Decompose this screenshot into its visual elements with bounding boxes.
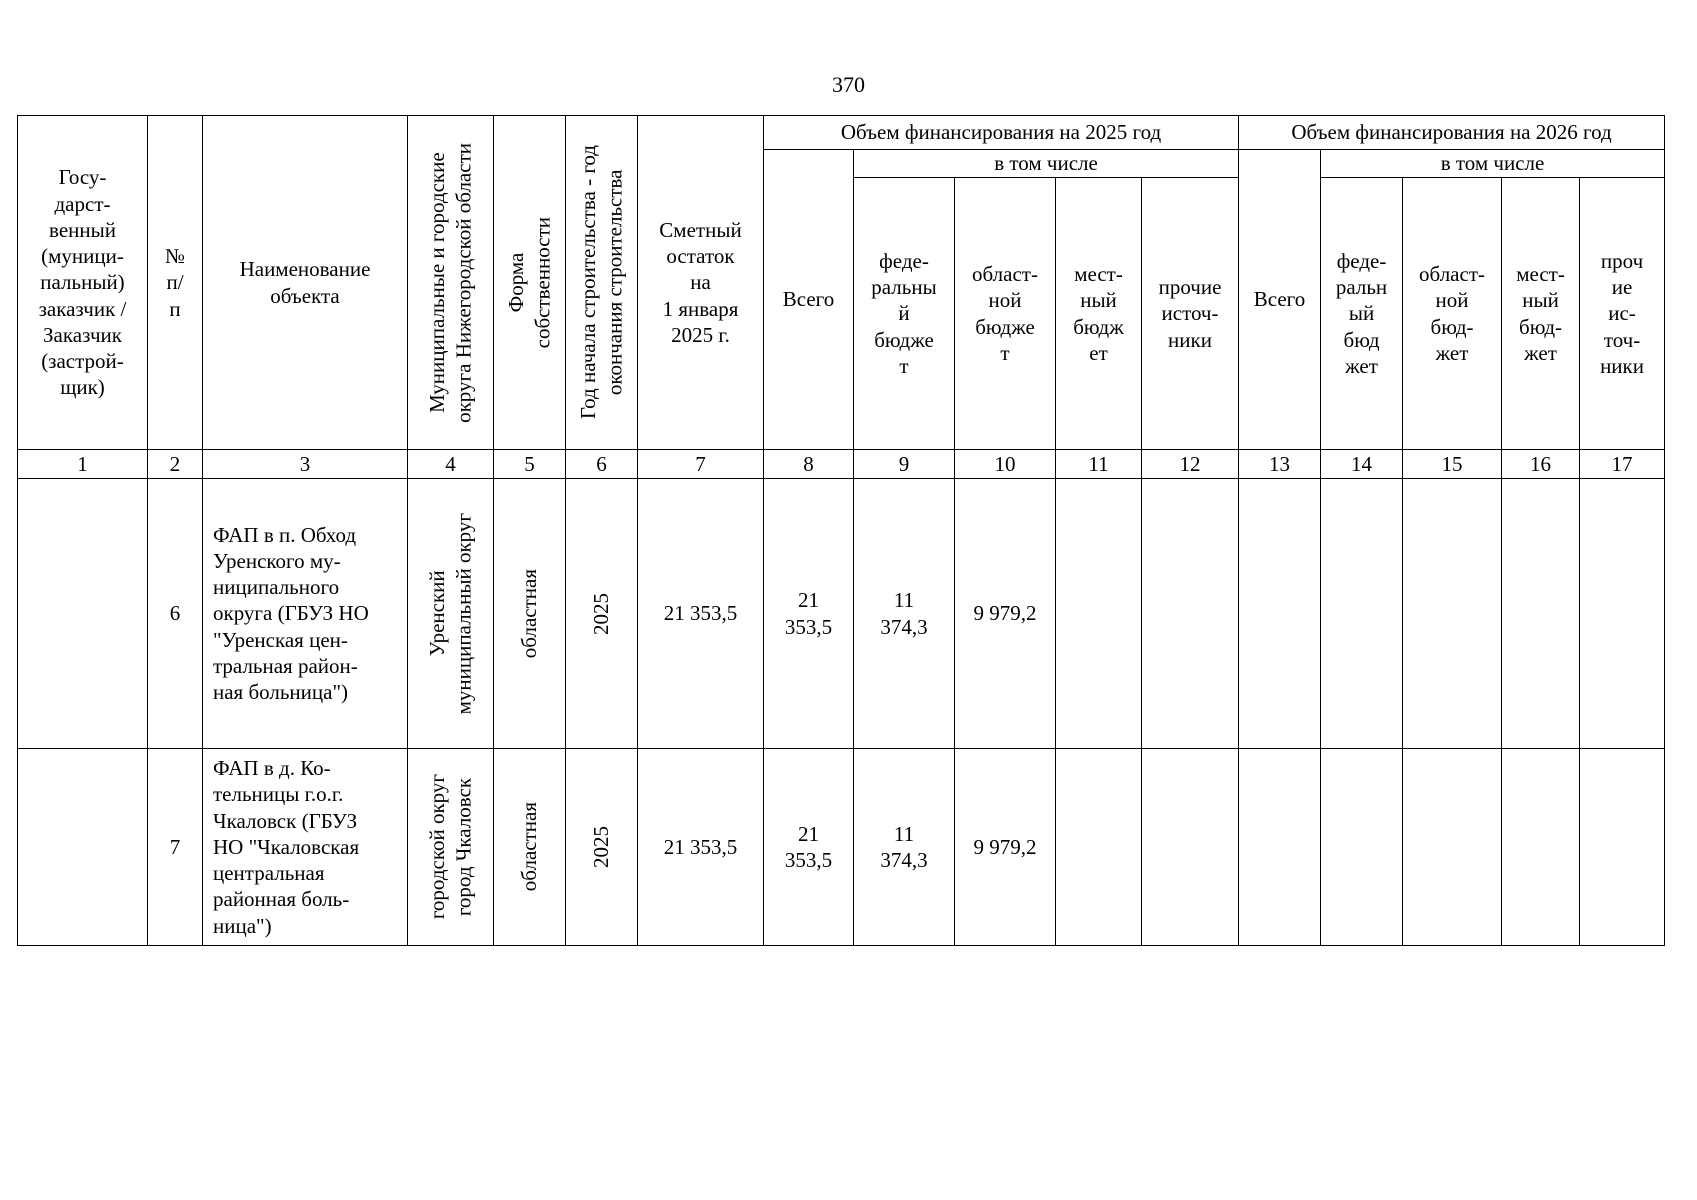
col-number: 16 (1502, 450, 1580, 479)
row-regional-2026 (1403, 749, 1502, 946)
row-object-name: ФАП в п. Обход Уренского му- ниципального округа (ГБУЗ НО "Уренская цен- тральная район- ная больница") (203, 479, 408, 749)
row-ownership-cell (494, 479, 566, 749)
row-ownership-cell (494, 749, 566, 946)
col-number: 9 (854, 450, 955, 479)
row-regional-2026 (1403, 479, 1502, 749)
header-federal-2026: феде- ральн ый бюд жет (1321, 178, 1403, 450)
header-object-name: Наименование объекта (203, 116, 408, 450)
col-number: 12 (1142, 450, 1239, 479)
table-row (18, 479, 1665, 749)
col-number: 7 (638, 450, 764, 479)
row-federal-2025: 11 374,3 (854, 749, 955, 946)
row-total-2025: 21 353,5 (764, 479, 854, 749)
header-municipalities: Муниципальные и городские округа Нижегородской области (425, 142, 476, 423)
row-other-2025 (1142, 749, 1239, 946)
row-estimate: 21 353,5 (638, 749, 764, 946)
header-estimate: Сметный остаток на 1 января 2025 г. (638, 116, 764, 450)
row-local-2026 (1502, 749, 1580, 946)
row-customer (18, 749, 148, 946)
header-regional-2026: област- ной бюд- жет (1403, 178, 1502, 450)
row-other-2026 (1580, 479, 1665, 749)
row-years: 2025 (589, 826, 614, 868)
col-number: 15 (1403, 450, 1502, 479)
row-object-name: ФАП в д. Ко- тельницы г.о.г. Чкаловск (ГБУЗ НО "Чкаловская центральная районная боль- ница") (203, 749, 408, 946)
header-total-2026: Всего (1239, 150, 1321, 450)
col-number: 11 (1056, 450, 1142, 479)
col-number: 8 (764, 450, 854, 479)
col-number: 6 (566, 450, 638, 479)
header-federal-2025: феде- ральны й бюдже т (854, 178, 955, 450)
header-funding-2026: Объем финансирования на 2026 год (1239, 116, 1665, 150)
col-number: 17 (1580, 450, 1665, 479)
row-local-2026 (1502, 479, 1580, 749)
page-number: 370 (832, 72, 865, 97)
row-customer (18, 479, 148, 749)
header-ownership-cell (494, 116, 566, 450)
column-numbers-row (18, 450, 1665, 479)
row-municipality: городской округ город Чкаловск (425, 774, 476, 920)
row-total-2025: 21 353,5 (764, 749, 854, 946)
row-ownership: областная (517, 802, 542, 892)
row-federal-2025: 11 374,3 (854, 479, 955, 749)
row-num: 6 (148, 479, 203, 749)
row-federal-2026 (1321, 479, 1403, 749)
row-municipality-cell (408, 479, 494, 749)
header-row-1 (18, 116, 1665, 150)
col-number: 5 (494, 450, 566, 479)
row-estimate: 21 353,5 (638, 479, 764, 749)
row-regional-2025: 9 979,2 (955, 479, 1056, 749)
financing-table (17, 115, 1665, 946)
row-federal-2026 (1321, 749, 1403, 946)
row-municipality: Уренский муниципальный округ (425, 512, 476, 715)
col-number: 10 (955, 450, 1056, 479)
header-local-2026: мест- ный бюд- жет (1502, 178, 1580, 450)
header-regional-2025: област- ной бюдже т (955, 178, 1056, 450)
row-other-2026 (1580, 749, 1665, 946)
row-total-2026 (1239, 479, 1321, 749)
row-ownership: областная (517, 568, 542, 659)
col-number: 14 (1321, 450, 1403, 479)
col-number: 2 (148, 450, 203, 479)
col-number: 1 (18, 450, 148, 479)
header-funding-2025: Объем финансирования на 2025 год (764, 116, 1239, 150)
header-other-2025: прочие источ- ники (1142, 178, 1239, 450)
header-including-2025: в том числе (854, 150, 1239, 178)
row-local-2025 (1056, 479, 1142, 749)
col-number: 4 (408, 450, 494, 479)
header-including-2026: в том числе (1321, 150, 1665, 178)
row-local-2025 (1056, 749, 1142, 946)
header-local-2025: мест- ный бюдж ет (1056, 178, 1142, 450)
header-total-2025: Всего (764, 150, 854, 450)
row-regional-2025: 9 979,2 (955, 749, 1056, 946)
col-number: 3 (203, 450, 408, 479)
header-municipalities-cell (408, 116, 494, 450)
header-years: Год начала строительства - год окончания строительства (576, 145, 627, 420)
table-row (18, 749, 1665, 946)
row-years: 2025 (589, 592, 614, 635)
header-years-cell (566, 116, 638, 450)
row-municipality-cell (408, 749, 494, 946)
col-number: 13 (1239, 450, 1321, 479)
row-num: 7 (148, 749, 203, 946)
row-years-cell (566, 479, 638, 749)
header-num: № п/ п (148, 116, 203, 450)
header-customer: Госу- дарст- венный (муници- пальный) заказчик / Заказчик (застрой- щик) (18, 116, 148, 450)
row-total-2026 (1239, 749, 1321, 946)
header-other-2026: проч ие ис- точ- ники (1580, 178, 1665, 450)
row-other-2025 (1142, 479, 1239, 749)
header-ownership: Форма собственности (504, 216, 555, 349)
row-years-cell (566, 749, 638, 946)
